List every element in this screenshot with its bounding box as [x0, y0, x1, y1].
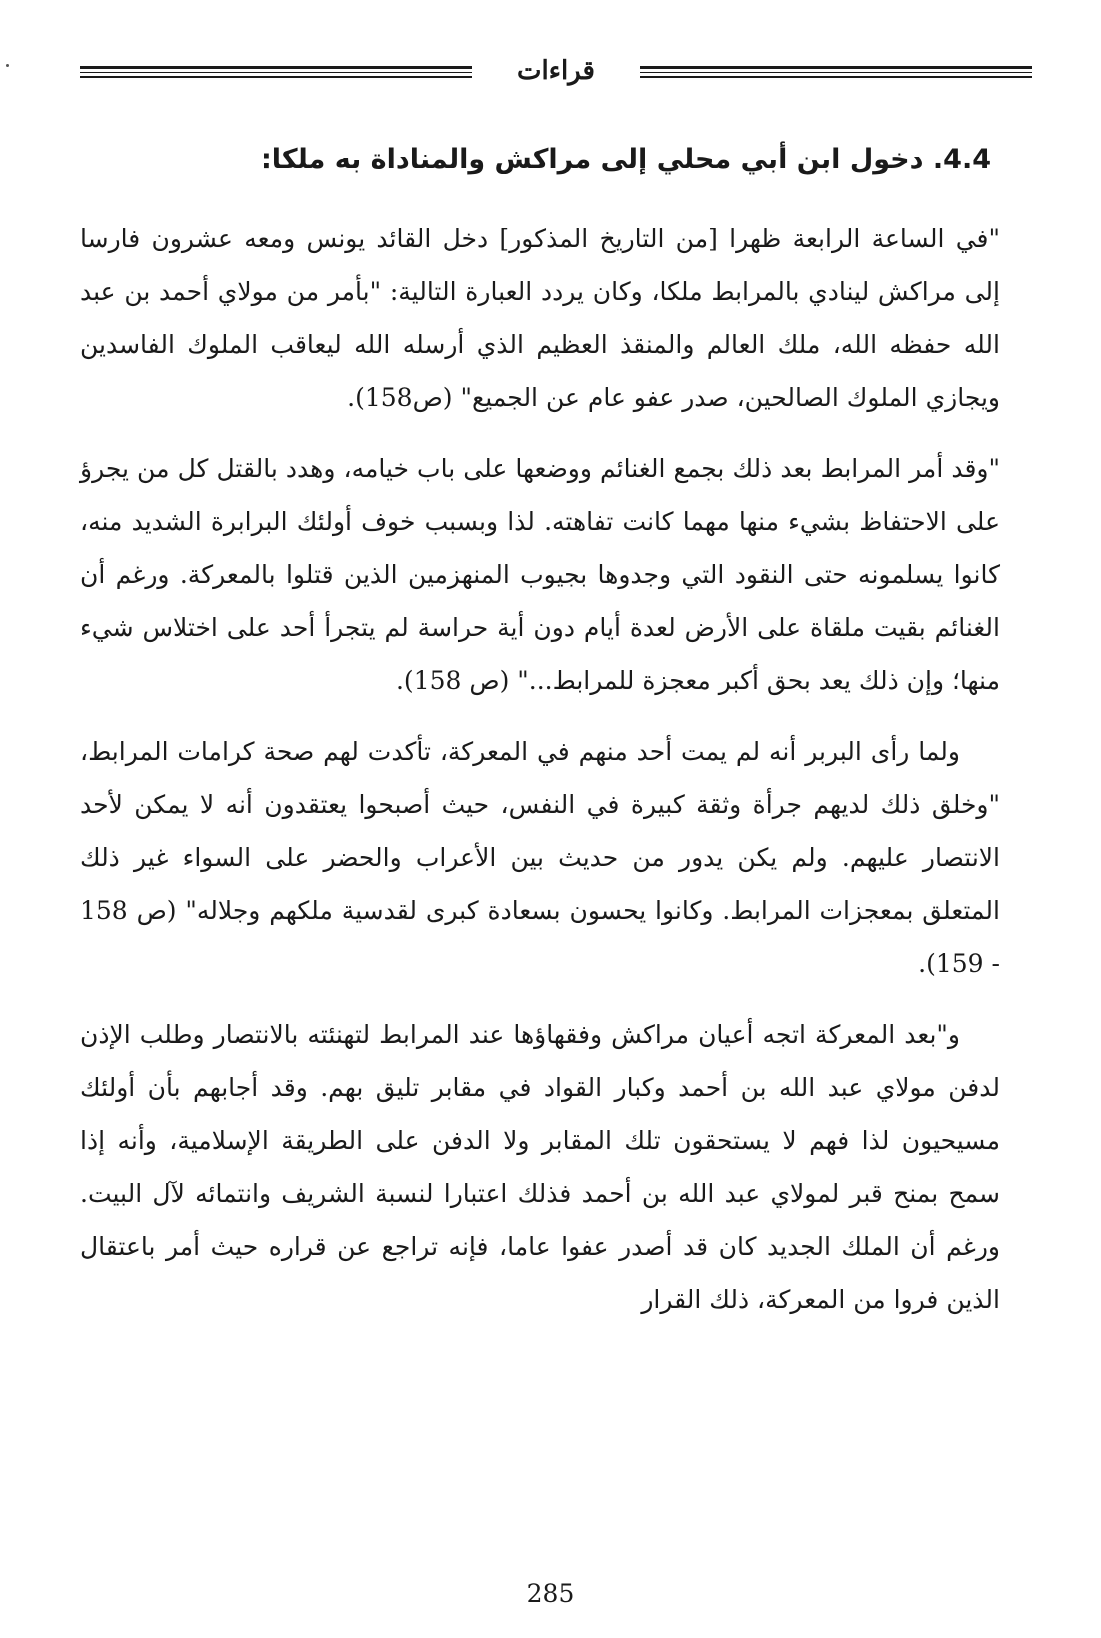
- scan-speck: [6, 64, 9, 67]
- paragraph: "وقد أمر المرابط بعد ذلك بجمع الغنائم ووضعها على باب خيامه، وهدد بالقتل كل من يجرؤ على الاحتفاظ بشيء منها مهما كانت تفاهته. لذا وبسبب خوف أولئك البرابرة الشديد منه، كانوا يسلمونه حتى النقود التي وجدوها بجيوب المنهزمين الذين قتلوا بالمعركة. ورغم أن الغنائم بقيت ملقاة على الأرض لعدة أيام دون أية حراسة لم يتجرأ أحد على اختلاس شيء منها؛ وإن ذلك يعد بحق أكبر معجزة للمرابط..." (ص 158).: [80, 454, 1000, 695]
- paragraph: و"بعد المعركة اتجه أعيان مراكش وفقهاؤها عند المرابط لتهنئته بالانتصار وطلب الإذن لدفن مولاي عبد الله بن أحمد وكبار القواد في مقابر تليق بهم. وقد أجابهم بأن أولئك مسيحيون لذا فهم لا يستحقون تلك المقابر ولا الدفن على الطريقة الإسلامية، وأنه إذا سمح بمنح قبر لمولاي عبد الله بن أحمد فذلك اعتبارا لنسبة الشريف وانتمائه لآل البيت. ورغم أن الملك الجديد كان قد أصدر عفوا عاما، فإنه تراجع عن قراره حيث أمر باعتقال الذين فروا من المعركة، ذلك القرار: [80, 1020, 1000, 1314]
- running-header: [80, 54, 1032, 94]
- paragraph: "في الساعة الرابعة ظهرا [من التاريخ المذكور] دخل القائد يونس ومعه عشرون فارسا إلى مراكش لينادي بالمرابط ملكا، وكان يردد العبارة التالية: "بأمر من مولاي أحمد بن عبد الله حفظه الله، ملك العالم والمنقذ العظيم الذي أرسله الله ليعاقب الملوك الفاسدين ويجازي الملوك الصالحين، صدر عفو عام عن الجميع" (ص158).: [80, 224, 1000, 412]
- page-number: 285: [526, 1579, 575, 1608]
- paragraph: ولما رأى البربر أنه لم يمت أحد منهم في المعركة، تأكدت لهم صحة كرامات المرابط، "وخلق ذلك لديهم جرأة وثقة كبيرة في النفس، حيث أصبحوا يعتقدون أنه لا يمكن لأحد الانتصار عليهم. ولم يكن يدور من حديث بين الأعراب والحضر على السواء غير ذلك المتعلق بمعجزات المرابط. وكانوا يحسون بسعادة كبرى لقدسية ملكهم وجلاله" (ص 158 - 159).: [80, 737, 1000, 978]
- section-heading: 4.4. دخول ابن أبي محلي إلى مراكش والمناداة به ملكا:: [260, 144, 991, 175]
- running-title: قراءات: [517, 56, 595, 86]
- header-rule-right: [640, 66, 1032, 80]
- body-text: [80, 212, 1000, 1344]
